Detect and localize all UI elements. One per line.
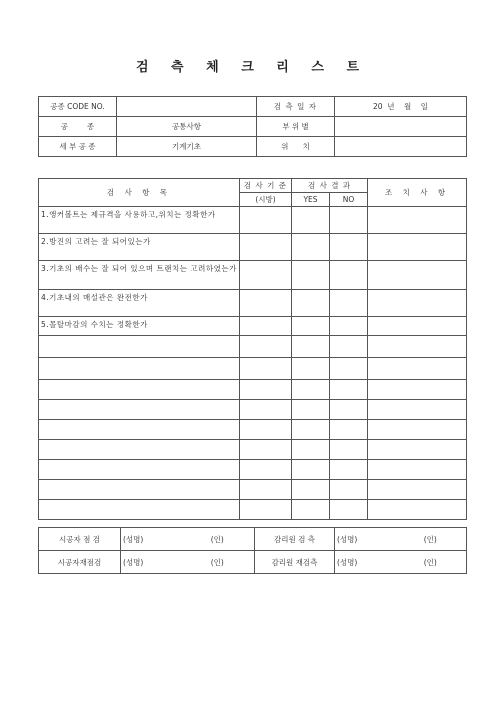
- action-cell[interactable]: [368, 207, 467, 234]
- checklist-item: 1.앵커볼트는 제규격을 사용하고,위치는 정확한가: [39, 207, 240, 234]
- action-cell[interactable]: [368, 261, 467, 290]
- checklist-row: [39, 234, 467, 261]
- contractor-recheck-name[interactable]: (성명): [121, 551, 181, 574]
- col-item-header: 검 사 항 목: [39, 179, 240, 207]
- code-value[interactable]: [117, 97, 257, 117]
- page-title: 검 측 체 크 리 스 트: [135, 60, 369, 75]
- yes-cell[interactable]: [292, 500, 330, 520]
- action-cell[interactable]: [368, 400, 467, 420]
- no-cell[interactable]: [330, 380, 368, 400]
- standard-cell[interactable]: [240, 317, 292, 336]
- no-cell[interactable]: [330, 207, 368, 234]
- checklist-item: 2.방진의 고려는 잘 되어있는가: [39, 234, 240, 261]
- action-cell[interactable]: [368, 380, 467, 400]
- location-label: 위 치: [257, 137, 335, 157]
- action-cell[interactable]: [368, 420, 467, 440]
- checklist-item: [39, 500, 240, 520]
- work-value[interactable]: 공통사항: [117, 117, 257, 137]
- standard-cell[interactable]: [240, 358, 292, 380]
- checklist-item: [39, 440, 240, 460]
- checklist-item: 5.몰탈마감의 수치는 정확한가: [39, 317, 240, 336]
- checklist-row: [39, 440, 467, 460]
- yes-cell[interactable]: [292, 380, 330, 400]
- supervisor-reinspect-name[interactable]: (성명): [335, 551, 395, 574]
- col-action-header: 조 치 사 항: [368, 179, 467, 207]
- action-cell[interactable]: [368, 336, 467, 358]
- checklist-row: [39, 290, 467, 317]
- supervisor-inspect-seal[interactable]: (인): [395, 528, 467, 551]
- checklist-row: [39, 460, 467, 480]
- action-cell[interactable]: [368, 290, 467, 317]
- standard-cell[interactable]: [240, 261, 292, 290]
- contractor-recheck-seal[interactable]: (인): [181, 551, 255, 574]
- work-label: 공 종: [39, 117, 117, 137]
- checklist-row: [39, 480, 467, 500]
- contractor-check-seal[interactable]: (인): [181, 528, 255, 551]
- supervisor-inspect-name[interactable]: (성명): [335, 528, 395, 551]
- col-no-header: NO: [330, 193, 368, 207]
- standard-cell[interactable]: [240, 500, 292, 520]
- sub-work-value[interactable]: 기계기초: [117, 137, 257, 157]
- checklist-item: [39, 420, 240, 440]
- yes-cell[interactable]: [292, 358, 330, 380]
- checklist-row: [39, 358, 467, 380]
- checklist-item: 3.기초의 배수는 잘 되어 있으며 트랜치는 고려하였는가: [39, 261, 240, 290]
- standard-cell[interactable]: [240, 234, 292, 261]
- standard-cell[interactable]: [240, 480, 292, 500]
- standard-cell[interactable]: [240, 290, 292, 317]
- part-value[interactable]: [335, 117, 467, 137]
- yes-cell[interactable]: [292, 234, 330, 261]
- no-cell[interactable]: [330, 358, 368, 380]
- no-cell[interactable]: [330, 317, 368, 336]
- no-cell[interactable]: [330, 460, 368, 480]
- col-result-header: 검 사 결 과: [292, 179, 368, 193]
- checklist-row: [39, 207, 467, 234]
- date-value[interactable]: 20 년 월 일: [335, 97, 467, 117]
- checklist-item: [39, 380, 240, 400]
- checklist-item: [39, 480, 240, 500]
- checklist-item: [39, 460, 240, 480]
- standard-cell[interactable]: [240, 336, 292, 358]
- action-cell[interactable]: [368, 460, 467, 480]
- supervisor-reinspect-label: 감리원 재검측: [255, 551, 335, 574]
- info-table: [38, 96, 467, 157]
- no-cell[interactable]: [330, 500, 368, 520]
- standard-cell[interactable]: [240, 440, 292, 460]
- no-cell[interactable]: [330, 261, 368, 290]
- sign-table: [38, 527, 467, 574]
- standard-cell[interactable]: [240, 420, 292, 440]
- yes-cell[interactable]: [292, 480, 330, 500]
- action-cell[interactable]: [368, 358, 467, 380]
- yes-cell[interactable]: [292, 400, 330, 420]
- standard-cell[interactable]: [240, 380, 292, 400]
- supervisor-inspect-label: 감리원 검 측: [255, 528, 335, 551]
- sub-work-label: 세 부 공 종: [39, 137, 117, 157]
- yes-cell[interactable]: [292, 460, 330, 480]
- no-cell[interactable]: [330, 480, 368, 500]
- action-cell[interactable]: [368, 440, 467, 460]
- checklist-row: [39, 317, 467, 336]
- checklist-item: [39, 358, 240, 380]
- col-yes-header: YES: [292, 193, 330, 207]
- col-standard-header: 검 사 기 준: [240, 179, 292, 193]
- yes-cell[interactable]: [292, 336, 330, 358]
- no-cell[interactable]: [330, 400, 368, 420]
- yes-cell[interactable]: [292, 261, 330, 290]
- checklist-row: [39, 261, 467, 290]
- checklist-row: [39, 400, 467, 420]
- no-cell[interactable]: [330, 420, 368, 440]
- checklist-item: [39, 400, 240, 420]
- col-standard-sub: (시방): [240, 193, 292, 207]
- contractor-check-label: 시공자 점 검: [39, 528, 121, 551]
- checklist-row: [39, 500, 467, 520]
- action-cell[interactable]: [368, 234, 467, 261]
- standard-cell[interactable]: [240, 460, 292, 480]
- no-cell[interactable]: [330, 234, 368, 261]
- yes-cell[interactable]: [292, 440, 330, 460]
- yes-cell[interactable]: [292, 207, 330, 234]
- part-label: 부 위 별: [257, 117, 335, 137]
- checklist-table: [38, 178, 467, 520]
- yes-cell[interactable]: [292, 317, 330, 336]
- code-label: 공종 CODE NO.: [39, 97, 117, 117]
- checklist-item: [39, 336, 240, 358]
- contractor-recheck-label: 시공자재점검: [39, 551, 121, 574]
- no-cell[interactable]: [330, 440, 368, 460]
- standard-cell[interactable]: [240, 400, 292, 420]
- checklist-row: [39, 380, 467, 400]
- yes-cell[interactable]: [292, 290, 330, 317]
- location-value[interactable]: [335, 137, 467, 157]
- no-cell[interactable]: [330, 290, 368, 317]
- checklist-item: 4.기초내의 매설관은 완전한가: [39, 290, 240, 317]
- action-cell[interactable]: [368, 500, 467, 520]
- supervisor-reinspect-seal[interactable]: (인): [395, 551, 467, 574]
- action-cell[interactable]: [368, 317, 467, 336]
- contractor-check-name[interactable]: (성명): [121, 528, 181, 551]
- no-cell[interactable]: [330, 336, 368, 358]
- standard-cell[interactable]: [240, 207, 292, 234]
- yes-cell[interactable]: [292, 420, 330, 440]
- action-cell[interactable]: [368, 480, 467, 500]
- date-label: 검 측 일 자: [257, 97, 335, 117]
- checklist-row: [39, 336, 467, 358]
- checklist-row: [39, 420, 467, 440]
